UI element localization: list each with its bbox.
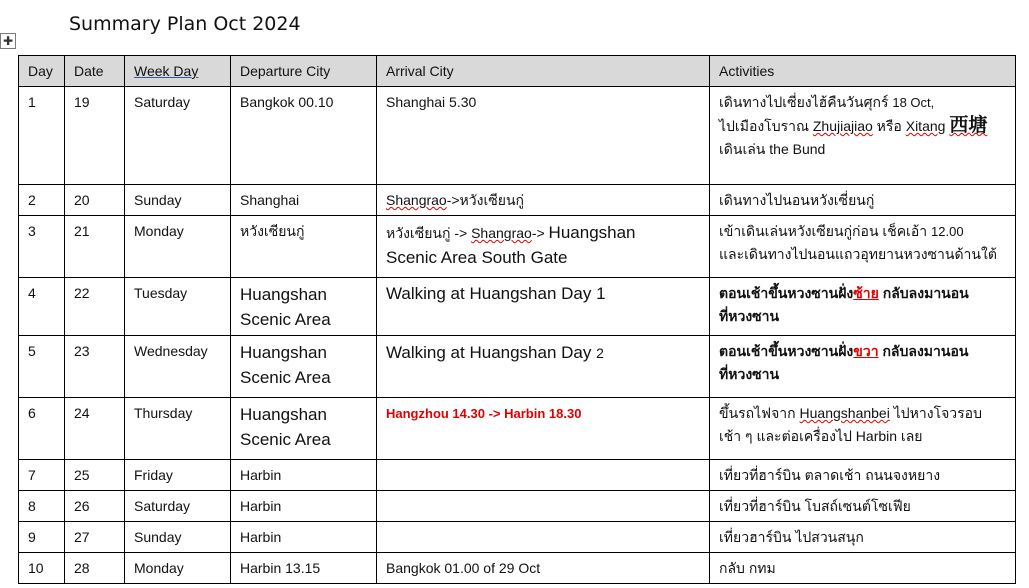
table-row <box>19 398 1016 460</box>
arrival-text: Shangrao <box>386 192 447 208</box>
cell-date: 25 <box>65 460 125 491</box>
table-header-row <box>19 56 1016 87</box>
activity-line <box>719 282 1006 305</box>
cell-activities: เที่ยวที่ฮาร์บิน โบสถ์เซนต์โซเฟีย <box>710 491 1016 522</box>
activity-text: ตอนเช้าขึ้นหวงซานฝั่ง <box>719 343 854 359</box>
arrival-text: Walking at Huangshan Day <box>386 343 597 362</box>
cell-date: 28 <box>65 553 125 584</box>
cell-arrival: Bangkok 01.00 of 29 Oct <box>377 553 710 584</box>
departure-line: Huangshan <box>240 405 327 424</box>
arrival-text: หวังเซียนกู่ -> <box>386 225 472 241</box>
cell-date: 23 <box>65 336 125 398</box>
departure-line: Scenic Area <box>240 310 331 329</box>
arrival-text: Shangrao <box>471 225 532 241</box>
cell-activities <box>710 336 1016 398</box>
cell-day: 9 <box>19 522 65 553</box>
cell-day: 6 <box>19 398 65 460</box>
cell-date: 24 <box>65 398 125 460</box>
cell-weekday: Monday <box>125 216 231 278</box>
header-weekday <box>125 56 231 87</box>
arrival-line <box>386 220 700 245</box>
activity-highlight: ซ้าย <box>853 285 879 301</box>
cell-weekday: Wednesday <box>125 336 231 398</box>
activity-line <box>719 114 1006 138</box>
activity-text: 12.00 <box>931 224 964 239</box>
cell-arrival <box>377 336 710 398</box>
table-row <box>19 460 1016 491</box>
arrival-line: Scenic Area South Gate <box>386 248 568 267</box>
summary-plan-table <box>18 55 1016 584</box>
header-arrival: Arrival City <box>377 56 710 87</box>
cell-activities <box>710 398 1016 460</box>
activity-text: เข้าเดินเล่นหวังเซียนกู่ก่อน เช็คเอ้า <box>719 223 932 239</box>
activity-text: เดินทางไปเซี่ยงไฮ้คืนวันศุกร์ <box>719 94 893 110</box>
header-date: Date <box>65 56 125 87</box>
header-weekday-text: Week Day <box>134 63 199 79</box>
cell-day: 4 <box>19 278 65 336</box>
cell-day: 3 <box>19 216 65 278</box>
activity-line: ที่หวงซาน <box>719 366 780 382</box>
cell-activities <box>710 87 1016 185</box>
arrival-text: 2 <box>596 345 604 361</box>
arrival-text: ->หวังเซียนกู่ <box>446 192 525 208</box>
activity-text: ไปหางโจวรอบ <box>889 405 982 421</box>
cell-weekday: Sunday <box>125 522 231 553</box>
cell-arrival: Shanghai 5.30 <box>377 87 710 185</box>
cell-departure <box>231 278 377 336</box>
activity-text: Xitang <box>905 118 946 134</box>
header-departure: Departure City <box>231 56 377 87</box>
activity-text: 西塘 <box>949 115 988 136</box>
cell-arrival <box>377 398 710 460</box>
activity-text: ขึ้นรถไฟจาก <box>719 405 800 421</box>
cell-date: 27 <box>65 522 125 553</box>
cell-arrival <box>377 522 710 553</box>
activity-line <box>719 220 1006 243</box>
table-move-handle-icon[interactable]: ✚ <box>0 33 16 49</box>
cell-departure: Harbin <box>231 491 377 522</box>
activity-line: และเดินทางไปนอนแถวอุทยานหวงซานด้านใต้ <box>719 246 997 262</box>
cell-date: 22 <box>65 278 125 336</box>
cell-activities <box>710 278 1016 336</box>
cell-activities: เที่ยวที่ฮาร์บิน ตลาดเช้า ถนนจงหยาง <box>710 460 1016 491</box>
table-row <box>19 491 1016 522</box>
activity-text: ไปเมืองโบราณ <box>719 118 813 134</box>
table-row <box>19 185 1016 216</box>
activity-highlight: ขวา <box>853 343 879 359</box>
cell-day: 7 <box>19 460 65 491</box>
activity-line: ที่หวงซาน <box>719 308 780 324</box>
cell-activities: กลับ กทม <box>710 553 1016 584</box>
activity-line <box>719 91 1006 114</box>
cell-activities <box>710 216 1016 278</box>
cell-weekday: Friday <box>125 460 231 491</box>
cell-departure: Shanghai <box>231 185 377 216</box>
cell-departure <box>231 398 377 460</box>
departure-line: Huangshan <box>240 285 327 304</box>
cell-day: 5 <box>19 336 65 398</box>
cell-day: 10 <box>19 553 65 584</box>
cell-departure: Harbin <box>231 460 377 491</box>
departure-line: Scenic Area <box>240 430 331 449</box>
cell-date: 21 <box>65 216 125 278</box>
arrival-text: Hangzhou 14.30 -> Harbin 18.30 <box>386 406 582 421</box>
cell-departure <box>231 336 377 398</box>
activity-text: หรือ <box>872 118 906 134</box>
activity-text: Zhujiajiao <box>812 118 873 134</box>
table-row <box>19 336 1016 398</box>
table-row <box>19 553 1016 584</box>
header-activities: Activities <box>710 56 1016 87</box>
activity-text: กลับลงมานอน <box>878 285 969 301</box>
cell-departure: หวังเซียนกู่ <box>231 216 377 278</box>
activity-line <box>719 402 1006 425</box>
cell-date: 20 <box>65 185 125 216</box>
activity-text: Huangshanbei <box>799 405 890 421</box>
cell-weekday: Monday <box>125 553 231 584</box>
cell-date: 19 <box>65 87 125 185</box>
cell-activities: เดินทางไปนอนหวังเซี่ยนกู่ <box>710 185 1016 216</box>
cell-weekday: Tuesday <box>125 278 231 336</box>
cell-arrival <box>377 460 710 491</box>
cell-arrival <box>377 185 710 216</box>
cell-departure: Harbin 13.15 <box>231 553 377 584</box>
cell-departure: Harbin <box>231 522 377 553</box>
table-row <box>19 216 1016 278</box>
activity-text: 18 Oct, <box>892 95 935 110</box>
cell-weekday: Sunday <box>125 185 231 216</box>
cell-arrival <box>377 216 710 278</box>
activity-line <box>719 340 1006 363</box>
document-title: Summary Plan Oct 2024 <box>69 13 301 35</box>
cell-weekday: Saturday <box>125 491 231 522</box>
cell-day: 1 <box>19 87 65 185</box>
table-row <box>19 87 1016 185</box>
activity-line: เดินเล่น the Bund <box>719 141 826 157</box>
header-day: Day <box>19 56 65 87</box>
arrival-text: -> <box>531 225 549 241</box>
cell-arrival <box>377 491 710 522</box>
activity-text: กลับลงมานอน <box>878 343 969 359</box>
arrival-text: Huangshan <box>548 223 636 242</box>
cell-day: 8 <box>19 491 65 522</box>
cell-departure: Bangkok 00.10 <box>231 87 377 185</box>
cell-date: 26 <box>65 491 125 522</box>
cell-arrival: Walking at Huangshan Day 1 <box>377 278 710 336</box>
cell-day: 2 <box>19 185 65 216</box>
departure-line: Scenic Area <box>240 368 331 387</box>
table-row <box>19 278 1016 336</box>
activity-text: ตอนเช้าขึ้นหวงซานฝั่ง <box>719 285 854 301</box>
cell-activities: เที่ยวฮาร์บิน ไปสวนสนุก <box>710 522 1016 553</box>
cell-weekday: Thursday <box>125 398 231 460</box>
departure-line: Huangshan <box>240 343 327 362</box>
table-row <box>19 522 1016 553</box>
cell-weekday: Saturday <box>125 87 231 185</box>
activity-line: เช้า ๆ และต่อเครื่องไป Harbin เลย <box>719 428 923 444</box>
